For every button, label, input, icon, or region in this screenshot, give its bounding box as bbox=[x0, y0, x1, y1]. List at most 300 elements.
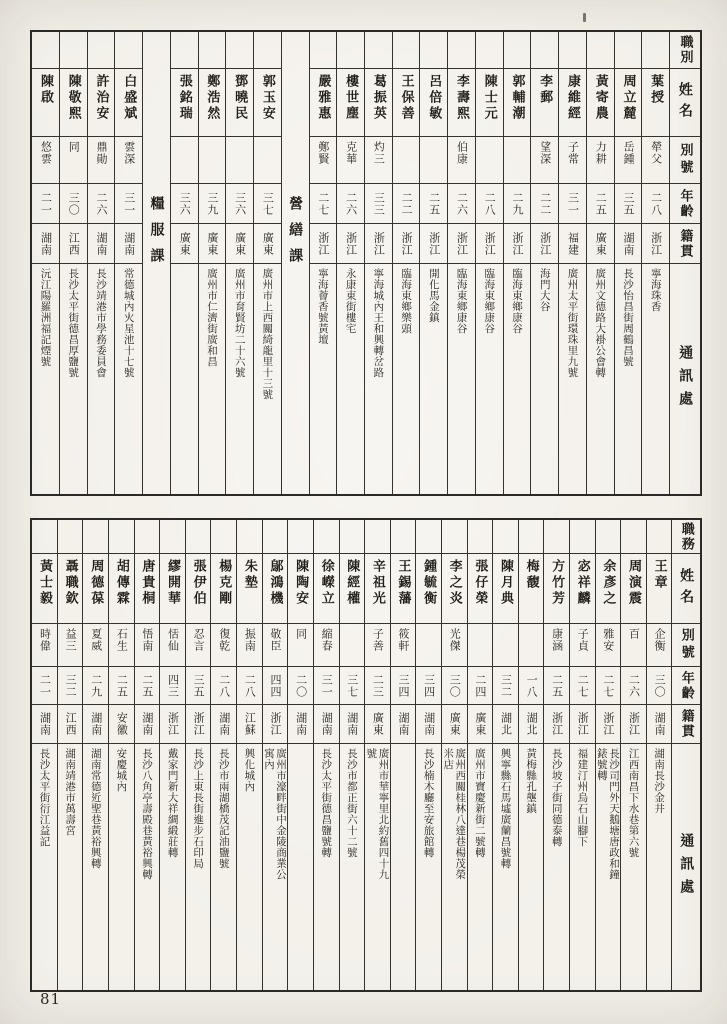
entry-role-cell bbox=[58, 520, 83, 554]
entry-name-cell bbox=[314, 554, 339, 624]
entry-name-cell bbox=[60, 69, 87, 137]
header-alias-label: 別號 bbox=[677, 143, 693, 177]
entry-origin: 江西 bbox=[67, 231, 81, 256]
entry-age: 二四 bbox=[473, 673, 487, 698]
entry-age: 二二 bbox=[538, 191, 552, 216]
entry-alias: 復乾 bbox=[217, 628, 231, 652]
entry-age: 三一 bbox=[566, 191, 580, 216]
entry-name: 王章 bbox=[651, 559, 667, 591]
entry-name-cell bbox=[199, 69, 226, 137]
entry-role-cell bbox=[504, 32, 531, 69]
entry-role-cell bbox=[615, 32, 642, 69]
entry-alias-cell bbox=[531, 137, 558, 184]
entry-alias: 克華 bbox=[344, 141, 358, 165]
entry-address-cell bbox=[88, 264, 115, 494]
entry-name: 王保善 bbox=[398, 74, 414, 122]
entry-role-cell bbox=[596, 520, 621, 554]
entry-address: 廣州西關桂林八達巷楊茂榮米店 bbox=[442, 748, 467, 880]
entry-address-cell bbox=[493, 744, 518, 990]
entry-alias: 同 bbox=[294, 628, 308, 640]
entry-address-cell bbox=[58, 744, 83, 990]
entry-role-cell bbox=[531, 32, 558, 69]
entry-column bbox=[108, 520, 134, 990]
entry-address: 臨海東鄉康谷 bbox=[511, 268, 524, 334]
entry-alias: 伯康 bbox=[455, 141, 469, 165]
entry-alias-cell bbox=[199, 137, 226, 184]
entry-name-cell bbox=[32, 69, 59, 137]
entry-role-cell bbox=[199, 32, 226, 69]
entry-origin-cell bbox=[570, 705, 595, 744]
entry-age-cell bbox=[337, 184, 364, 224]
entry-age-cell bbox=[211, 667, 236, 705]
entry-address-cell bbox=[340, 744, 365, 990]
entry-alias: 犖父 bbox=[649, 141, 663, 165]
entry-name-cell bbox=[237, 554, 262, 624]
entry-alias: 力耕 bbox=[594, 141, 608, 165]
entry-name-cell bbox=[288, 554, 313, 624]
header-address-cell bbox=[672, 744, 700, 990]
entry-address-cell bbox=[420, 264, 447, 494]
entry-alias-cell bbox=[559, 137, 586, 184]
entry-column bbox=[586, 32, 614, 494]
entry-column bbox=[392, 32, 420, 494]
entry-column bbox=[82, 520, 108, 990]
entry-name: 繆開華 bbox=[165, 559, 181, 607]
entry-origin-cell bbox=[493, 705, 518, 744]
entry-age-cell bbox=[519, 667, 544, 705]
entry-address-cell bbox=[621, 744, 646, 990]
entry-alias-cell bbox=[365, 624, 390, 667]
entry-age-cell bbox=[109, 667, 134, 705]
entry-alias-cell bbox=[647, 624, 672, 667]
entry-origin-cell bbox=[314, 705, 339, 744]
entry-name-cell bbox=[58, 554, 83, 624]
entry-origin-cell bbox=[468, 705, 493, 744]
entry-age-cell bbox=[493, 667, 518, 705]
entry-age-cell bbox=[615, 184, 642, 224]
entry-name-cell bbox=[32, 554, 57, 624]
entry-age: 二八 bbox=[243, 673, 257, 698]
entry-role-cell bbox=[32, 32, 59, 69]
entry-age: 二五 bbox=[594, 191, 608, 216]
page-number: 81 bbox=[40, 990, 62, 1008]
entry-address: 長沙八角亭壽殿巷黃裕興轉 bbox=[140, 748, 153, 880]
entry-age: 三二 bbox=[64, 673, 78, 698]
entry-role-cell bbox=[365, 520, 390, 554]
entry-name-cell bbox=[211, 554, 236, 624]
entry-address-cell bbox=[135, 744, 160, 990]
entry-age-cell bbox=[32, 184, 59, 224]
entry-name: 陳敬熙 bbox=[65, 74, 81, 122]
entry-address-cell bbox=[587, 264, 614, 494]
entry-column bbox=[236, 520, 262, 990]
entry-age: 一八 bbox=[525, 673, 539, 698]
entry-alias-cell bbox=[442, 624, 467, 667]
entry-origin: 廣東 bbox=[205, 231, 219, 256]
entry-alias-cell bbox=[288, 624, 313, 667]
entry-alias-cell bbox=[493, 624, 518, 667]
entry-name-cell bbox=[109, 554, 134, 624]
entry-origin: 浙江 bbox=[649, 231, 663, 256]
entry-age: 三九 bbox=[205, 191, 219, 216]
section-column bbox=[142, 32, 170, 494]
entry-column bbox=[614, 32, 642, 494]
entry-column bbox=[159, 520, 185, 990]
entry-origin-cell bbox=[647, 705, 672, 744]
entry-age: 四三 bbox=[166, 673, 180, 698]
entry-origin-cell bbox=[171, 224, 198, 264]
entry-role-cell bbox=[391, 520, 416, 554]
entry-role-cell bbox=[226, 32, 253, 69]
entry-column bbox=[492, 520, 518, 990]
entry-origin-cell bbox=[310, 224, 337, 264]
entry-alias: 鼎勛 bbox=[94, 141, 108, 165]
entry-alias: 雅安 bbox=[601, 628, 615, 652]
entry-origin: 廣東 bbox=[594, 231, 608, 256]
entry-age: 三六 bbox=[233, 191, 247, 216]
entry-role-cell bbox=[135, 520, 160, 554]
entry-address: 長沙太平街德昌厚鹽號 bbox=[67, 268, 80, 378]
header-role-cell bbox=[670, 32, 700, 69]
entry-column bbox=[185, 520, 211, 990]
entry-alias-cell bbox=[211, 624, 236, 667]
entry-origin-cell bbox=[263, 705, 288, 744]
entry-name: 李壽熙 bbox=[454, 74, 470, 122]
entry-alias-cell bbox=[58, 624, 83, 667]
entry-address-cell bbox=[647, 744, 672, 990]
bottom-directory-table bbox=[30, 518, 702, 992]
entry-role-cell bbox=[310, 32, 337, 69]
entry-alias: 灼三 bbox=[372, 141, 386, 165]
entry-address-cell bbox=[32, 264, 59, 494]
entry-origin: 浙江 bbox=[192, 712, 206, 736]
entry-name-cell bbox=[365, 554, 390, 624]
entry-origin-cell bbox=[391, 705, 416, 744]
entry-origin-cell bbox=[32, 224, 59, 264]
entry-origin: 浙江 bbox=[166, 712, 180, 736]
entry-name: 方竹芳 bbox=[549, 559, 565, 607]
entry-origin: 江西 bbox=[64, 712, 78, 736]
scan-speck bbox=[583, 13, 586, 22]
entry-age-cell bbox=[310, 184, 337, 224]
entry-origin: 浙江 bbox=[576, 712, 590, 736]
entry-alias: 望深 bbox=[538, 141, 552, 165]
entry-address: 福建汀州烏石山腳下 bbox=[576, 748, 589, 847]
entry-origin: 福建 bbox=[566, 231, 580, 256]
entry-role-cell bbox=[416, 520, 441, 554]
entry-column bbox=[57, 520, 83, 990]
entry-role-cell bbox=[621, 520, 646, 554]
entry-name: 宓祥麟 bbox=[574, 559, 590, 607]
entry-alias: 恬仙 bbox=[166, 628, 180, 652]
entry-alias-cell bbox=[226, 137, 253, 184]
entry-origin: 浙江 bbox=[268, 712, 282, 736]
entry-role-cell bbox=[647, 520, 672, 554]
entry-age: 三一 bbox=[320, 673, 334, 698]
entry-origin-cell bbox=[615, 224, 642, 264]
entry-address-cell bbox=[393, 264, 420, 494]
entry-address-cell bbox=[519, 744, 544, 990]
entry-alias-cell bbox=[171, 137, 198, 184]
entry-alias-cell bbox=[468, 624, 493, 667]
entry-origin-cell bbox=[519, 705, 544, 744]
entry-role-cell bbox=[263, 520, 288, 554]
entry-age-cell bbox=[314, 667, 339, 705]
entry-origin: 浙江 bbox=[372, 231, 386, 256]
entry-alias-cell bbox=[237, 624, 262, 667]
entry-alias: 時偉 bbox=[38, 628, 52, 652]
entry-origin-cell bbox=[365, 705, 390, 744]
entry-origin: 浙江 bbox=[400, 231, 414, 256]
entry-age-cell bbox=[226, 184, 253, 224]
entry-alias: 忍言 bbox=[192, 628, 206, 652]
entry-address: 沅江陽羅洲福記煙號 bbox=[39, 268, 52, 367]
entry-name: 白盛斌 bbox=[121, 74, 137, 122]
entry-address: 廣州市濠畔街中金陵商業公寓內 bbox=[262, 748, 288, 880]
entry-column bbox=[419, 32, 447, 494]
entry-origin: 湖南 bbox=[38, 712, 52, 736]
entry-name-cell bbox=[340, 554, 365, 624]
entry-address-cell bbox=[365, 744, 390, 990]
entry-alias-cell bbox=[365, 137, 392, 184]
entry-alias-cell bbox=[160, 624, 185, 667]
entry-origin: 浙江 bbox=[483, 231, 497, 256]
entry-age: 三四 bbox=[397, 673, 411, 698]
entry-age: 二八 bbox=[649, 191, 663, 216]
entry-name-cell bbox=[587, 69, 614, 137]
entry-origin-cell bbox=[442, 705, 467, 744]
entry-name: 周立麓 bbox=[620, 74, 636, 122]
entry-name-cell bbox=[448, 69, 475, 137]
entry-alias-cell bbox=[337, 137, 364, 184]
entry-age: 三六 bbox=[178, 191, 192, 216]
header-address-cell bbox=[670, 264, 700, 494]
header-origin-cell bbox=[670, 224, 700, 264]
entry-age-cell bbox=[448, 184, 475, 224]
header-name-cell bbox=[670, 69, 700, 137]
entry-name: 李郵 bbox=[537, 74, 553, 106]
entry-role-cell bbox=[337, 32, 364, 69]
entry-origin-cell bbox=[544, 705, 569, 744]
entry-age: 三五 bbox=[621, 191, 635, 216]
header-origin-label: 籍貫 bbox=[678, 709, 694, 739]
entry-age-cell bbox=[254, 184, 281, 224]
entry-age: 二九 bbox=[511, 191, 524, 216]
entry-name-cell bbox=[476, 69, 503, 137]
entry-age-cell bbox=[199, 184, 226, 224]
entry-name-cell bbox=[83, 554, 108, 624]
entry-alias: 光傑 bbox=[448, 628, 462, 652]
entry-address-cell bbox=[642, 264, 669, 494]
entry-age-cell bbox=[135, 667, 160, 705]
entry-address-cell bbox=[60, 264, 87, 494]
entry-age: 三七 bbox=[345, 673, 359, 698]
entry-origin-cell bbox=[448, 224, 475, 264]
entry-address-cell bbox=[559, 264, 586, 494]
entry-address: 永康東街樓宅 bbox=[344, 268, 357, 334]
entry-age: 二五 bbox=[140, 673, 154, 698]
entry-address: 興化城內 bbox=[243, 748, 256, 792]
entry-role-cell bbox=[476, 32, 503, 69]
entry-origin: 廣東 bbox=[178, 231, 192, 256]
entry-name-cell bbox=[254, 69, 281, 137]
entry-column bbox=[595, 520, 621, 990]
entry-alias-cell bbox=[83, 624, 108, 667]
entry-age-cell bbox=[642, 184, 669, 224]
entry-role-cell bbox=[642, 32, 669, 69]
entry-address-cell bbox=[476, 264, 503, 494]
entry-origin-cell bbox=[88, 224, 115, 264]
entry-address-cell bbox=[186, 744, 211, 990]
entry-address-cell bbox=[504, 264, 531, 494]
entry-column bbox=[415, 520, 441, 990]
entry-address-cell bbox=[237, 744, 262, 990]
entry-role-cell bbox=[288, 520, 313, 554]
entry-alias-cell bbox=[519, 624, 544, 667]
entry-name-cell bbox=[544, 554, 569, 624]
entry-origin: 湖南 bbox=[422, 712, 436, 736]
entry-alias: 振南 bbox=[243, 628, 257, 652]
entry-age-cell bbox=[393, 184, 420, 224]
entry-column bbox=[558, 32, 586, 494]
entry-age-cell bbox=[504, 184, 531, 224]
entry-name: 陳月典 bbox=[497, 559, 513, 607]
entry-address: 長沙太平街德昌鹽號轉 bbox=[320, 748, 333, 858]
entry-column bbox=[313, 520, 339, 990]
entry-age-cell bbox=[160, 667, 185, 705]
entry-address-cell bbox=[226, 264, 253, 494]
entry-address: 長沙楠木廳至安旅館轉 bbox=[422, 748, 435, 858]
entry-name-cell bbox=[442, 554, 467, 624]
entry-alias: 子貞 bbox=[576, 628, 590, 652]
entry-age: 三〇 bbox=[67, 191, 81, 216]
entry-alias: 同 bbox=[67, 141, 81, 153]
entry-column bbox=[210, 520, 236, 990]
header-alias-cell bbox=[672, 624, 700, 667]
entry-name: 康維經 bbox=[564, 74, 580, 122]
entry-alias-cell bbox=[393, 137, 420, 184]
entry-origin: 廣東 bbox=[233, 231, 247, 256]
entry-origin-cell bbox=[393, 224, 420, 264]
entry-age-cell bbox=[544, 667, 569, 705]
header-name-label: 姓名 bbox=[677, 81, 694, 124]
entry-address-cell bbox=[531, 264, 558, 494]
entry-origin: 湖南 bbox=[89, 712, 103, 736]
entry-column bbox=[225, 32, 253, 494]
entry-age: 二一 bbox=[38, 673, 52, 698]
entry-address-cell bbox=[416, 744, 441, 990]
entry-alias-cell bbox=[615, 137, 642, 184]
entry-name: 葛振英 bbox=[370, 74, 386, 122]
entry-name: 嚴雅惠 bbox=[315, 74, 331, 122]
entry-origin: 廣東 bbox=[473, 712, 487, 736]
entry-role-cell bbox=[109, 520, 134, 554]
field-header-column bbox=[671, 520, 700, 990]
entry-origin-cell bbox=[211, 705, 236, 744]
entry-name: 陳士元 bbox=[481, 74, 497, 122]
entry-address: 開化馬金鎮 bbox=[427, 268, 440, 323]
entry-name: 聶職欽 bbox=[62, 559, 78, 607]
entry-name: 周德葆 bbox=[88, 559, 104, 607]
entry-address-cell bbox=[32, 744, 57, 990]
entry-column bbox=[518, 520, 544, 990]
entry-alias-cell bbox=[448, 137, 475, 184]
entry-address: 臨海東鄉康谷 bbox=[483, 268, 496, 334]
header-role-cell bbox=[672, 520, 700, 554]
entry-role-cell bbox=[468, 520, 493, 554]
entry-origin-cell bbox=[60, 224, 87, 264]
entry-role-cell bbox=[559, 32, 586, 69]
entry-alias: 悠雲 bbox=[39, 141, 53, 165]
entry-alias: 石生 bbox=[115, 628, 129, 652]
entry-origin-cell bbox=[596, 705, 621, 744]
entry-origin: 浙江 bbox=[427, 231, 441, 256]
entry-name: 陳陶安 bbox=[293, 559, 309, 607]
entry-origin-cell bbox=[254, 224, 281, 264]
entry-address: 安慶城內 bbox=[115, 748, 128, 792]
entry-name-cell bbox=[186, 554, 211, 624]
entry-name: 楊克剛 bbox=[216, 559, 232, 607]
entry-name: 樓世塵 bbox=[343, 74, 359, 122]
entry-address-cell bbox=[83, 744, 108, 990]
header-alias-label: 別號 bbox=[678, 628, 694, 662]
entry-alias: 夏威 bbox=[89, 628, 103, 652]
top-directory-table bbox=[30, 30, 702, 496]
entry-name-cell bbox=[420, 69, 447, 137]
entry-role-cell bbox=[32, 520, 57, 554]
entry-name: 呂倍敏 bbox=[426, 74, 442, 122]
entry-address: 湖南常德近聖巷黃裕興轉 bbox=[89, 748, 102, 869]
header-age-label: 年齡 bbox=[678, 670, 694, 701]
entry-origin: 湖南 bbox=[94, 231, 108, 256]
entry-age: 三二 bbox=[499, 673, 513, 698]
header-address-label: 通訊處 bbox=[677, 344, 694, 414]
entry-alias-cell bbox=[420, 137, 447, 184]
entry-age-cell bbox=[559, 184, 586, 224]
entry-origin: 浙江 bbox=[455, 231, 469, 256]
entry-role-cell bbox=[544, 520, 569, 554]
entry-name-cell bbox=[393, 69, 420, 137]
entry-address-cell bbox=[337, 264, 364, 494]
header-address-label: 通訊處 bbox=[678, 832, 695, 902]
entry-column bbox=[339, 520, 365, 990]
entry-age-cell bbox=[365, 667, 390, 705]
entry-origin: 湖南 bbox=[140, 712, 154, 736]
entry-column bbox=[32, 520, 57, 990]
entry-column bbox=[467, 520, 493, 990]
entry-alias-cell bbox=[32, 624, 57, 667]
entry-name: 黃寄農 bbox=[592, 74, 608, 122]
entry-alias-cell bbox=[314, 624, 339, 667]
entry-column bbox=[620, 520, 646, 990]
entry-address: 廣州市華寧里北約舊四十九號 bbox=[365, 748, 390, 880]
entry-name-cell bbox=[263, 554, 288, 624]
entry-age: 三〇 bbox=[653, 673, 667, 698]
entry-name: 葉授 bbox=[648, 74, 664, 106]
entry-alias-cell bbox=[340, 624, 365, 667]
entry-address: 海門大谷 bbox=[538, 268, 551, 312]
entry-role-cell bbox=[393, 32, 420, 69]
entry-origin-cell bbox=[237, 705, 262, 744]
entry-age: 二八 bbox=[483, 191, 497, 216]
entry-address-cell bbox=[199, 264, 226, 494]
entry-role-cell bbox=[570, 520, 595, 554]
entry-role-cell bbox=[519, 520, 544, 554]
entry-address-cell bbox=[115, 264, 142, 494]
entry-age-cell bbox=[420, 184, 447, 224]
entry-origin-cell bbox=[531, 224, 558, 264]
entry-origin-cell bbox=[199, 224, 226, 264]
